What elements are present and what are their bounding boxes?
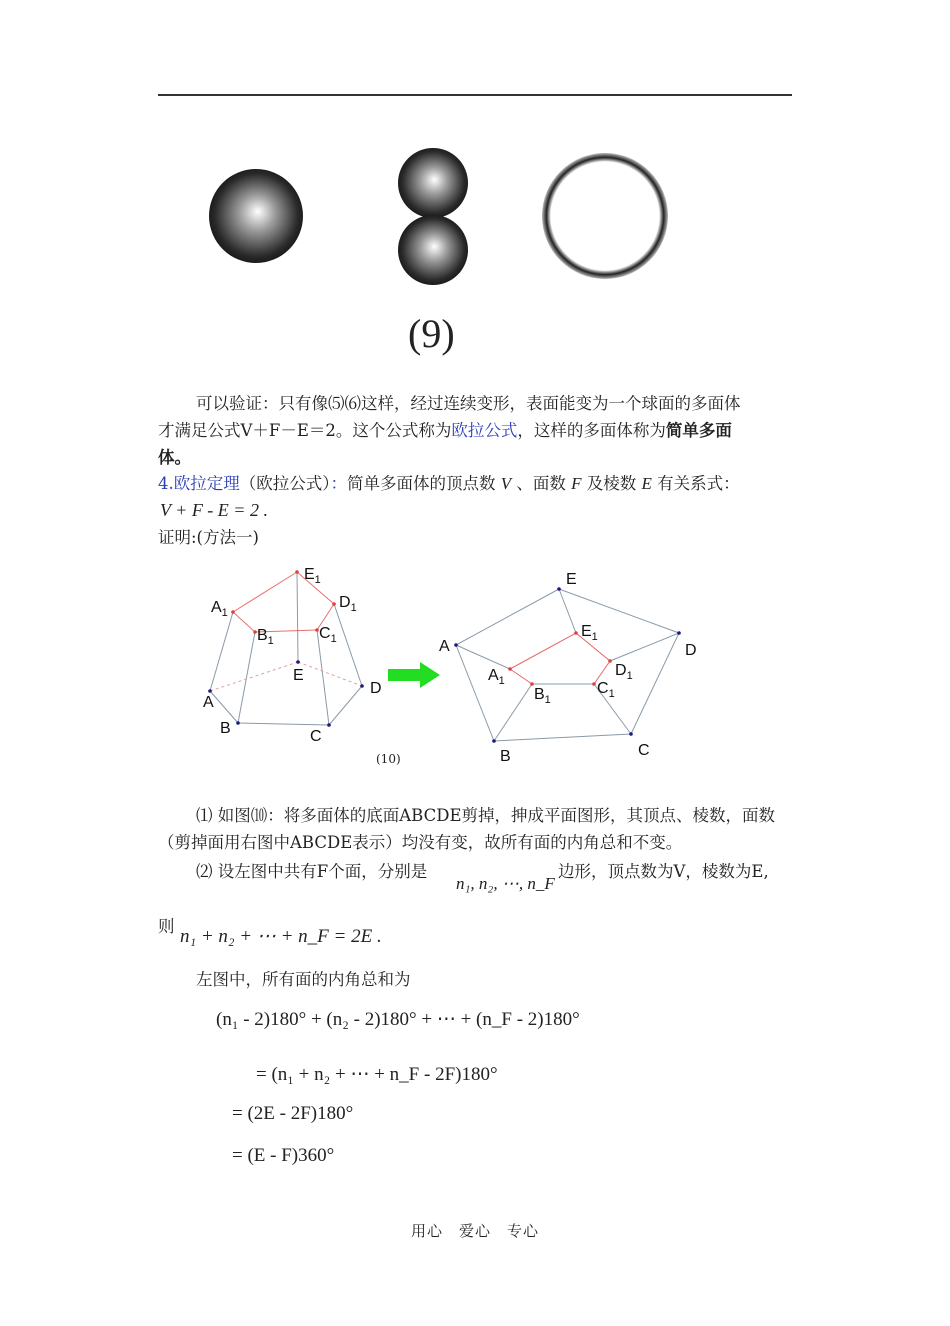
label-e: E (293, 667, 304, 684)
theorem-text-d: 有关系式： (657, 474, 740, 493)
simple-polyhedron-term: 简单多面 (665, 421, 732, 440)
label-right-c1: $C_1$ (597, 680, 615, 700)
torus-shape (542, 153, 668, 279)
label-right-d1: $D_1$ (615, 662, 633, 682)
para1-text: 才满足公式V＋F－E＝2。这个公式称为 (158, 421, 452, 440)
para1-line3: 体。 (158, 448, 191, 467)
step2-text-b: 边形，顶点数为V，棱数为E, (558, 862, 769, 881)
label-a1: $A_1$ (211, 599, 228, 619)
step2-then: 则 (158, 917, 175, 936)
lower-sphere-shape (398, 215, 468, 285)
proof-title: 证明:(方法一) (158, 528, 259, 547)
figure-9 (160, 140, 680, 300)
sphere-shape (209, 169, 303, 263)
label-right-e: E (566, 571, 577, 588)
var-v: V (500, 474, 512, 493)
header-rule (158, 94, 792, 96)
figure-10-caption: (10) (376, 752, 401, 766)
label-d1: $D_1$ (339, 594, 357, 614)
label-right-e1: $E_1$ (581, 623, 598, 643)
angle-sum-line2: = (n₁ + n₂ + ⋯ + n_F - 2F)180° (256, 1064, 498, 1085)
para1-text-b: ，这样的多面体称为 (517, 421, 666, 440)
step2-equation: n₁ + n₂ + ⋯ + n_F = 2E . (180, 926, 382, 947)
right-planar-figure (439, 571, 697, 765)
step2-sequence: n₁, n₂, ⋯, n_F (456, 874, 555, 893)
right-arrow-icon (388, 662, 440, 688)
label-right-b: B (500, 748, 511, 765)
step1-line1: ⑴ 如图⑽：将多面体的底面ABCDE剪掉，抻成平面图形，其顶点、棱数，面数 (196, 806, 775, 825)
label-b: B (220, 720, 231, 737)
label-right-a: A (439, 638, 450, 655)
theorem-colon: ： (330, 474, 347, 493)
label-c1: $C_1$ (319, 625, 337, 645)
page-footer: 用心 爱心 专心 (410, 1222, 539, 1240)
step2-text-a: ⑵ 设左图中共有F个面，分别是 (196, 862, 428, 881)
figure-9-label: (9) (408, 311, 455, 356)
left-polyhedron (203, 566, 382, 745)
theorem-name: 欧拉定理 (173, 474, 240, 493)
para1-line1: 可以验证：只有像⑸⑹这样，经过连续变形，表面能变为一个球面的多面体 (196, 394, 741, 413)
label-b1: $B_1$ (257, 627, 274, 647)
label-right-a1: $A_1$ (488, 667, 505, 687)
angle-sum-intro: 左图中，所有面的内角总和为 (196, 970, 411, 989)
angle-sum-line1: (n₁ - 2)180° + (n₂ - 2)180° + ⋯ + (n_F - 2)180° (216, 1009, 580, 1030)
euler-formula-term: 欧拉公式 (451, 421, 518, 440)
label-right-d: D (685, 642, 697, 659)
theorem-line (158, 470, 740, 497)
para1-line2 (158, 417, 732, 444)
label-a: A (203, 694, 214, 711)
var-e: E (641, 474, 652, 493)
label-right-c: C (638, 742, 650, 759)
label-d: D (370, 680, 382, 697)
angle-sum-line4: = (E - F)360° (232, 1145, 335, 1166)
label-e1: $E_1$ (304, 566, 321, 586)
figure-10 (190, 558, 730, 773)
theorem-text-a: 简单多面体的顶点数 (347, 474, 496, 493)
theorem-text-b: 、面数 (516, 474, 566, 493)
upper-sphere-shape (398, 148, 468, 218)
theorem-paren: （欧拉公式） (239, 474, 331, 493)
step1-line2: （剪掉面用右图中ABCDE表示）均没有变，故所有面的内角总和不变。 (158, 833, 683, 852)
var-f: F (571, 474, 582, 493)
label-c: C (310, 728, 322, 745)
euler-formula: V + F - E = 2 . (160, 500, 268, 520)
theorem-number: 4. (158, 474, 174, 493)
theorem-text-c: 及棱数 (586, 474, 637, 493)
label-right-b1: $B_1$ (534, 686, 551, 706)
angle-sum-line3: = (2E - 2F)180° (232, 1103, 354, 1124)
